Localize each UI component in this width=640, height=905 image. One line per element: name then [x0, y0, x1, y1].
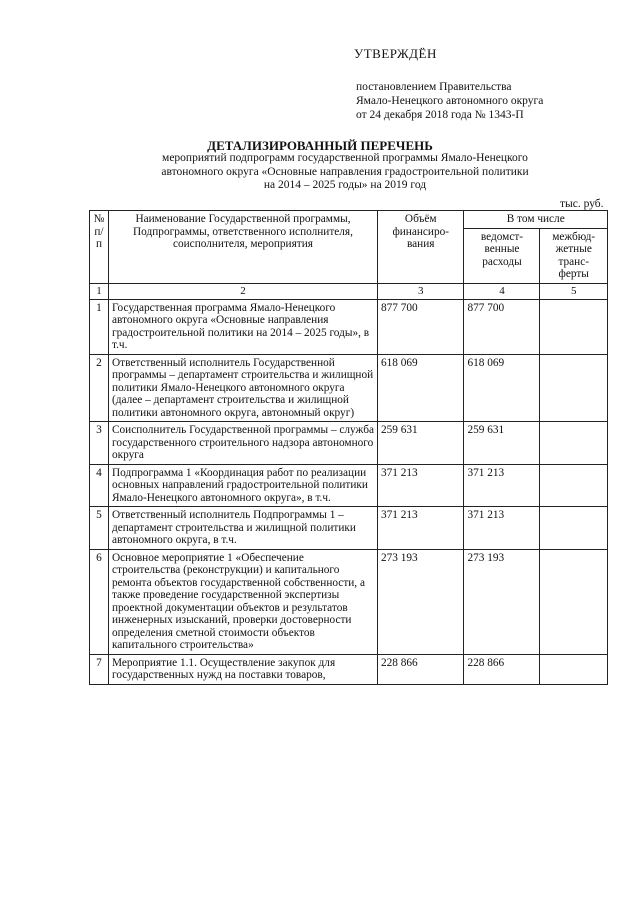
row-num: 3: [90, 422, 109, 465]
table-row: [90, 549, 608, 654]
row-transfers: [540, 549, 608, 654]
row-departmental: 877 700: [464, 299, 540, 354]
subheading-line-2: автономного округа «Основные направления градостроительной политики: [161, 165, 529, 178]
document-heading: ДЕТАЛИЗИРОВАННЫЙ ПЕРЕЧЕНЬ: [207, 138, 433, 153]
row-volume: 259 631: [377, 422, 464, 465]
row-name: Государственная программа Ямало-Ненецкого автономного округа «Основные направления градостроительной политики на 2014 – 2025 годы», в т.ч.: [108, 299, 377, 354]
row-num: 2: [90, 354, 109, 422]
row-name: Подпрограмма 1 «Координация работ по реализации основных направлений градостроительной политики Ямало-Ненецкого автономного округа», в т.ч.: [108, 464, 377, 507]
subheading-line-1: мероприятий подпрограмм государственной программы Ямало-Ненецкого: [162, 152, 528, 164]
table-row: [90, 299, 608, 354]
financing-table: [89, 210, 608, 685]
row-volume: 618 069: [377, 354, 464, 422]
header-including: В том числе: [464, 211, 608, 229]
row-departmental: 371 213: [464, 507, 540, 550]
row-transfers: [540, 299, 608, 354]
row-transfers: [540, 464, 608, 507]
row-departmental: 259 631: [464, 422, 540, 465]
row-departmental: 228 866: [464, 654, 540, 684]
document-subheading: [130, 152, 560, 193]
header-departmental: ведомст-венные расходы: [464, 228, 540, 283]
row-name: Ответственный исполнитель Подпрограммы 1 – департамент строительства и жилищной политики автономного округа, в т.ч.: [108, 507, 377, 550]
index-cell: 1: [90, 283, 109, 299]
index-cell: 3: [377, 283, 464, 299]
header-volume: Объём финансиро-вания: [377, 211, 464, 284]
row-name: Соисполнитель Государственной программы – служба государственного строительного надзора автономного округа: [108, 422, 377, 465]
row-num: 7: [90, 654, 109, 684]
unit-label: тыс. руб.: [560, 198, 604, 210]
table-row: [90, 654, 608, 684]
header-transfers: межбюд-жетные транс-ферты: [540, 228, 608, 283]
row-num: 4: [90, 464, 109, 507]
row-name: Мероприятие 1.1. Осуществление закупок для государственных нужд на поставки товаров,: [108, 654, 377, 684]
header-num: № п/п: [90, 211, 109, 284]
table-row: [90, 507, 608, 550]
approval-title: УТВЕРЖДЁН: [354, 46, 437, 61]
row-volume: 371 213: [377, 464, 464, 507]
index-cell: 5: [540, 283, 608, 299]
row-departmental: 273 193: [464, 549, 540, 654]
row-transfers: [540, 507, 608, 550]
row-name: Основное мероприятие 1 «Обеспечение строительства (реконструкции) и капитального ремонта объектов государственной собственности, а также проведение государственной экспертизы проектной документации объектов и результатов инженерных изысканий, проверки достоверности определения сметной стоимости объектов капитального строительства»: [108, 549, 377, 654]
row-name: Ответственный исполнитель Государственной программы – департамент строительства и жилищной политики Ямало-Ненецкого автономного округа (далее – департамент строительства и жилищной политики автономного округа, автономный округ): [108, 354, 377, 422]
row-num: 1: [90, 299, 109, 354]
row-volume: 273 193: [377, 549, 464, 654]
table-row: [90, 422, 608, 465]
row-volume: 877 700: [377, 299, 464, 354]
row-transfers: [540, 654, 608, 684]
approval-block: [356, 80, 543, 122]
row-num: 5: [90, 507, 109, 550]
approval-line-1: постановлением Правительства: [356, 81, 512, 93]
approval-line-3: от 24 декабря 2018 года № 1343-П: [356, 109, 524, 121]
header-name: Наименование Государственной программы, Подпрограммы, ответственного исполнителя, соисполнителя, мероприятия: [108, 211, 377, 284]
index-cell: 4: [464, 283, 540, 299]
row-transfers: [540, 354, 608, 422]
approval-line-2: Ямало-Ненецкого автономного округа: [356, 95, 544, 107]
row-volume: 228 866: [377, 654, 464, 684]
row-num: 6: [90, 549, 109, 654]
row-departmental: 618 069: [464, 354, 540, 422]
table-row: [90, 464, 608, 507]
table-row: [90, 354, 608, 422]
row-transfers: [540, 422, 608, 465]
row-departmental: 371 213: [464, 464, 540, 507]
index-cell: 2: [108, 283, 377, 299]
row-volume: 371 213: [377, 507, 464, 550]
subheading-line-3: на 2014 – 2025 годы» на 2019 год: [263, 179, 427, 191]
